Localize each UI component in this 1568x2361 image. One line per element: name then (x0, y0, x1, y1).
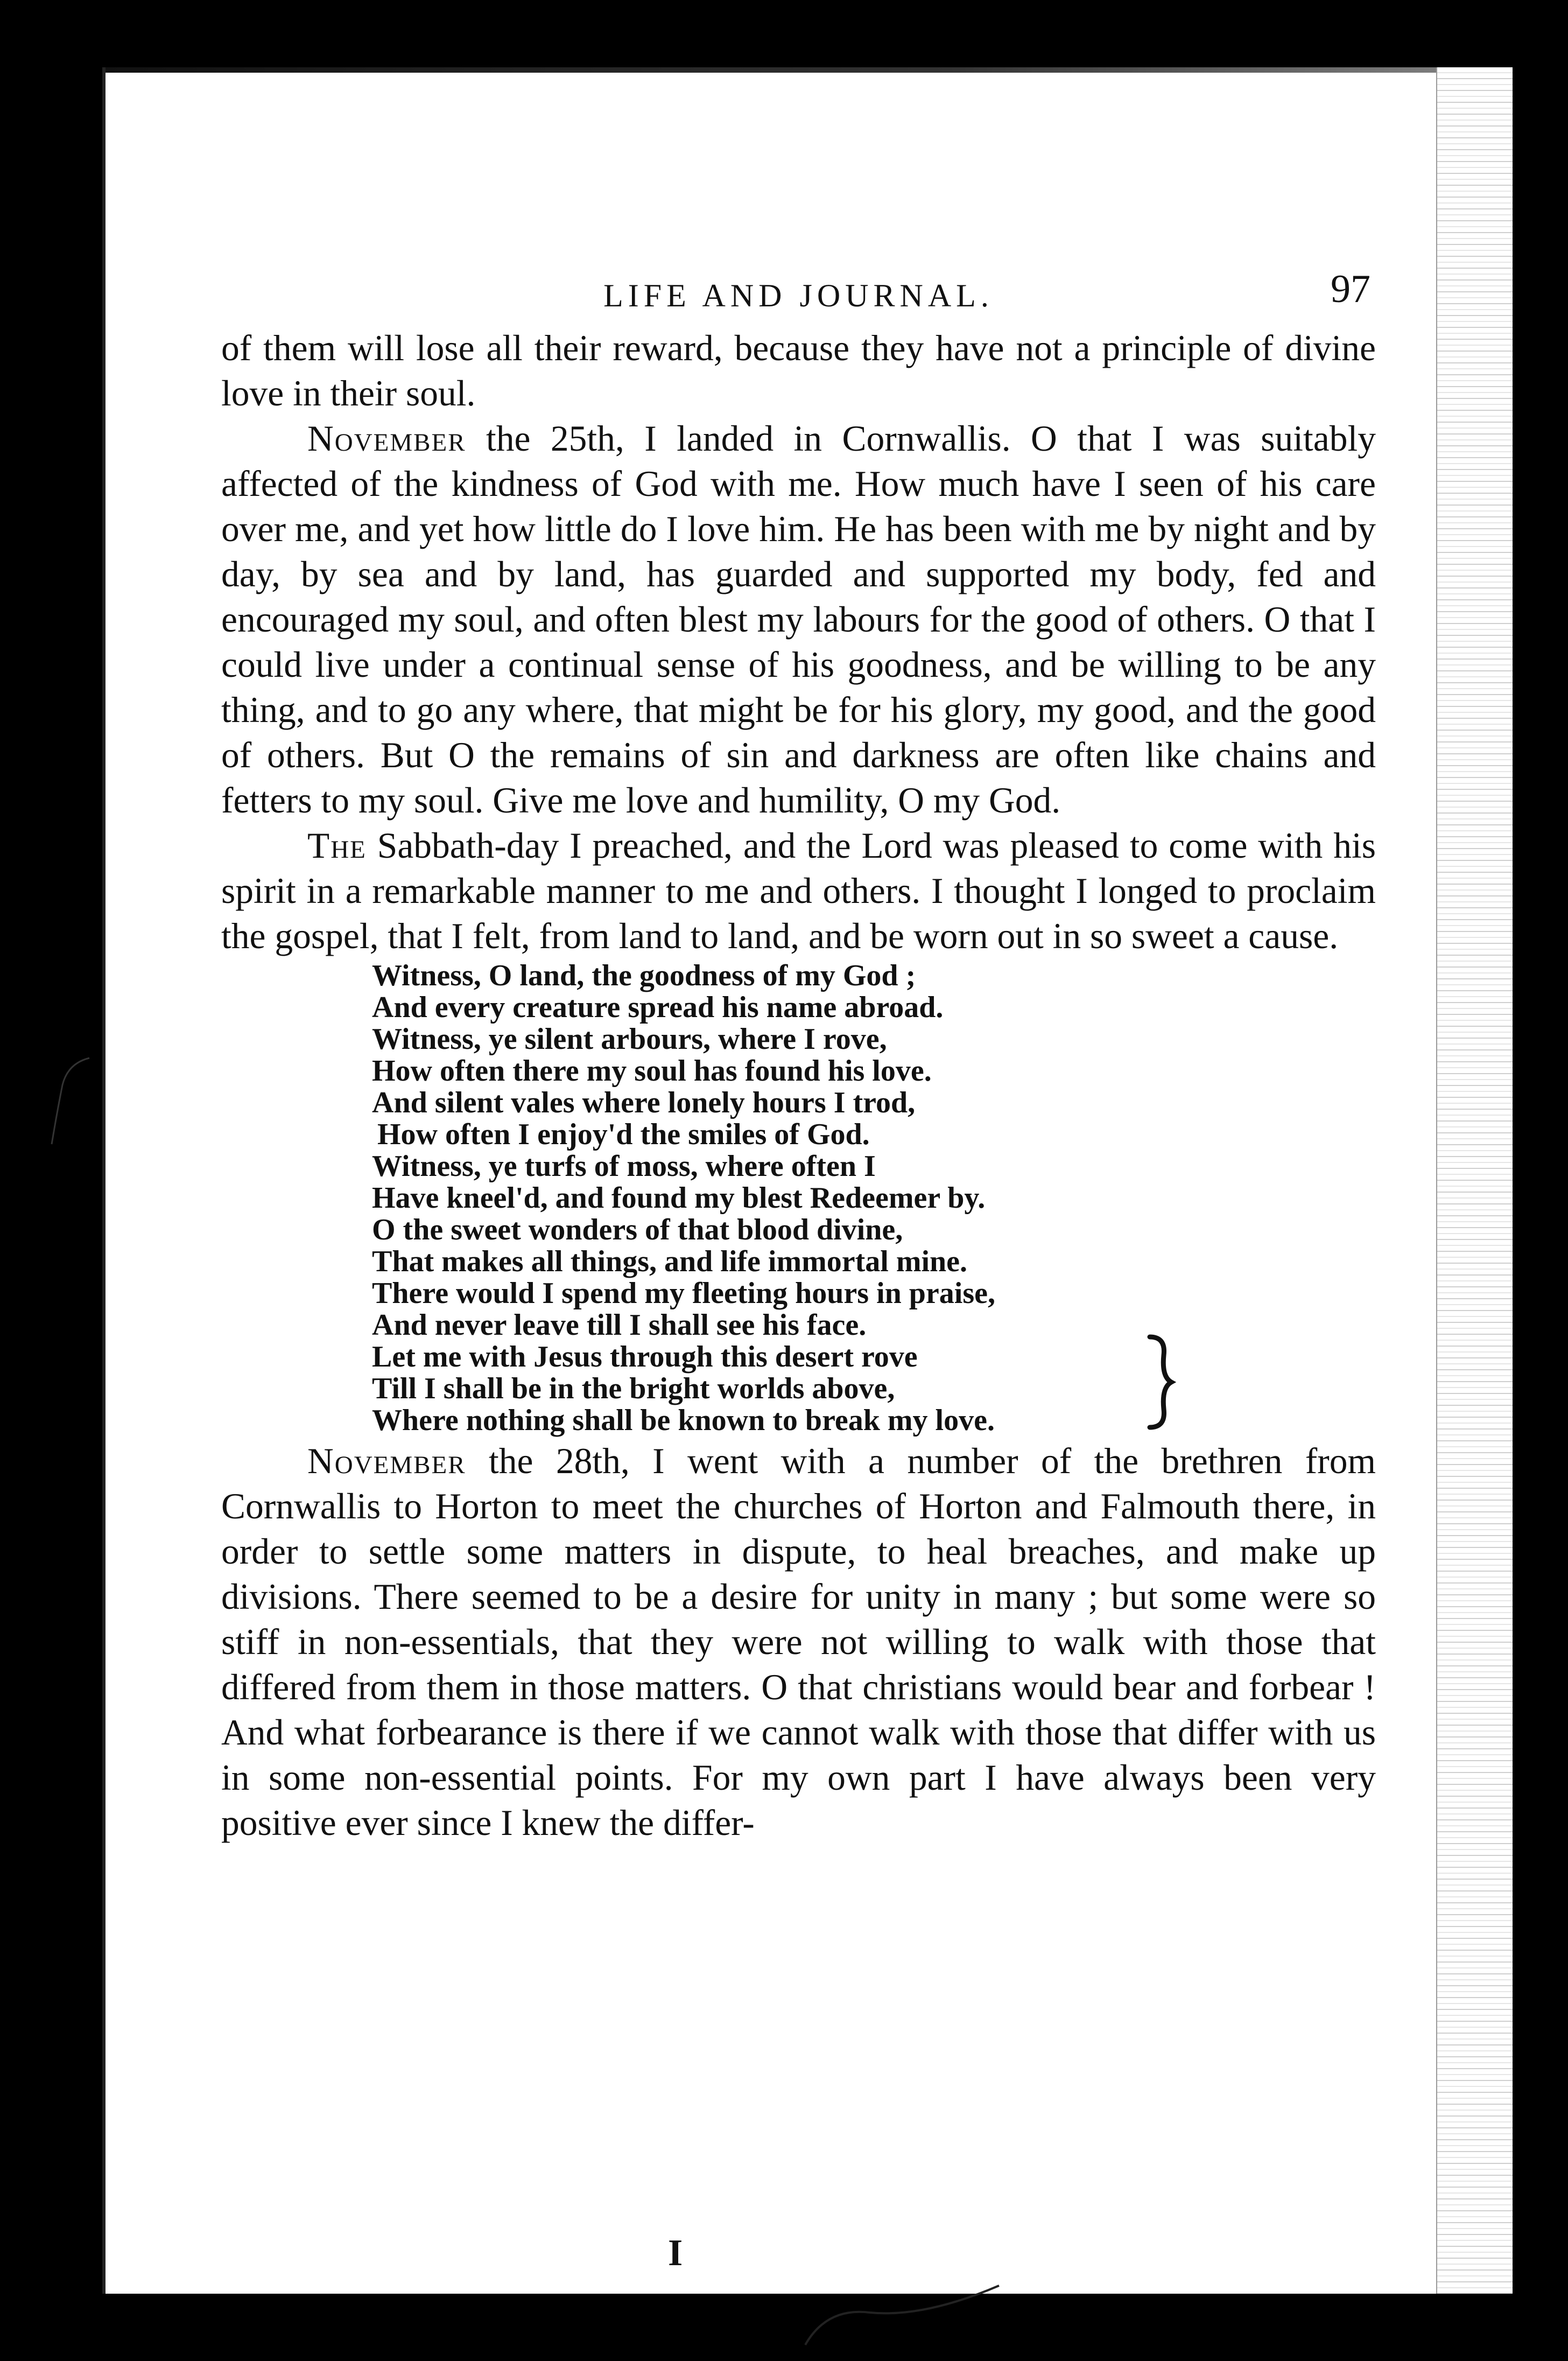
pen-flourish-icon (794, 2237, 1021, 2361)
poem-line: Witness, O land, the goodness of my God ; (372, 959, 916, 992)
text-block (221, 256, 1376, 1846)
poem-line: There would I spend my fleeting hours in praise, (372, 1277, 995, 1310)
paragraph-3 (221, 823, 1376, 959)
paragraph-4-lead: November (307, 1441, 466, 1481)
paragraph-2 (221, 416, 1376, 823)
paragraph-2-text: the 25th, I landed in Cornwallis. O that I was suitably affected of the kindness of God with me. How much have I seen of his care over me, and yet how little do I love him. He has been with me by night and by day, by sea and by land, has guarded and supported my body, fed and encouraged my soul, and often blest my labours for the good of others. O that I could live under a continual sense of his goodness, and be willing to be any thing, and to go any where, that might be for his glory, my good, and the good of others. But O the remains of sin and darkness are often like chains and fetters to my soul. Give me love and humility, O my God. (221, 418, 1376, 821)
poem-line: Where nothing shall be known to break my love. (372, 1404, 995, 1437)
paragraph-2-lead: November (307, 418, 466, 459)
poem-line: Witness, ye silent arbours, where I rove, (372, 1022, 887, 1056)
poem-line: And silent vales where lonely hours I trod, (372, 1086, 916, 1119)
page-top-edge (106, 67, 1513, 73)
book-page (102, 67, 1513, 2294)
triplet-brace-icon (1144, 1334, 1177, 1431)
page-number: 97 (1331, 267, 1370, 311)
running-head (221, 256, 1376, 326)
poem-line: Let me with Jesus through this desert rove (372, 1340, 918, 1374)
poem-line: How often there my soul has found his love. (372, 1054, 932, 1088)
poem-line: And never leave till I shall see his face. (372, 1308, 867, 1342)
paragraph-1-text: of them will lose all their reward, because they have not a principle of divine love in their soul. (221, 328, 1376, 414)
paragraph-4-text: the 28th, I went with a number of the brethren from Cornwallis to Horton to meet the churches of Horton and Falmouth there, in order to settle some matters in dispute, to heal breaches, and make up divisions. There seemed to be a desire for unity in many ; but some were so stiff in non-essentials, that they were not willing to walk with those that differed from them in those matters. O that christians would bear and forbear ! And what forbearance is there if we cannot walk with those that differ with us in some non-essential points. For my own part I have always been very positive ever since I knew the differ- (221, 1441, 1376, 1843)
paragraph-3-lead: The (307, 825, 367, 866)
paragraph-3-text: Sabbath-day I preached, and the Lord was pleased to come with his spirit in a remarkable manner to me and others. I thought I longed to proclaim the gospel, that I felt, from land to land, and be worn out in so sweet a cause. (221, 825, 1376, 956)
poem-line: Have kneel'd, and found my blest Redeemer by. (372, 1181, 986, 1215)
poem-line: And every creature spread his name abroad. (372, 991, 944, 1024)
poem-line: Witness, ye turfs of moss, where often I (372, 1150, 876, 1183)
poem (372, 960, 1376, 1437)
page-fore-edge (1436, 67, 1513, 2294)
running-head-title: LIFE AND JOURNAL. (603, 278, 994, 313)
signature-mark: I (668, 2232, 683, 2274)
margin-pencil-mark (46, 1053, 95, 1150)
poem-line: O the sweet wonders of that blood divine, (372, 1213, 903, 1246)
paragraph-1 (221, 326, 1376, 416)
poem-line: How often I enjoy'd the smiles of God. (377, 1118, 870, 1151)
poem-line: That makes all things, and life immortal mine. (372, 1245, 968, 1278)
paragraph-4 (221, 1439, 1376, 1846)
poem-line: Till I shall be in the bright worlds above, (372, 1372, 895, 1405)
